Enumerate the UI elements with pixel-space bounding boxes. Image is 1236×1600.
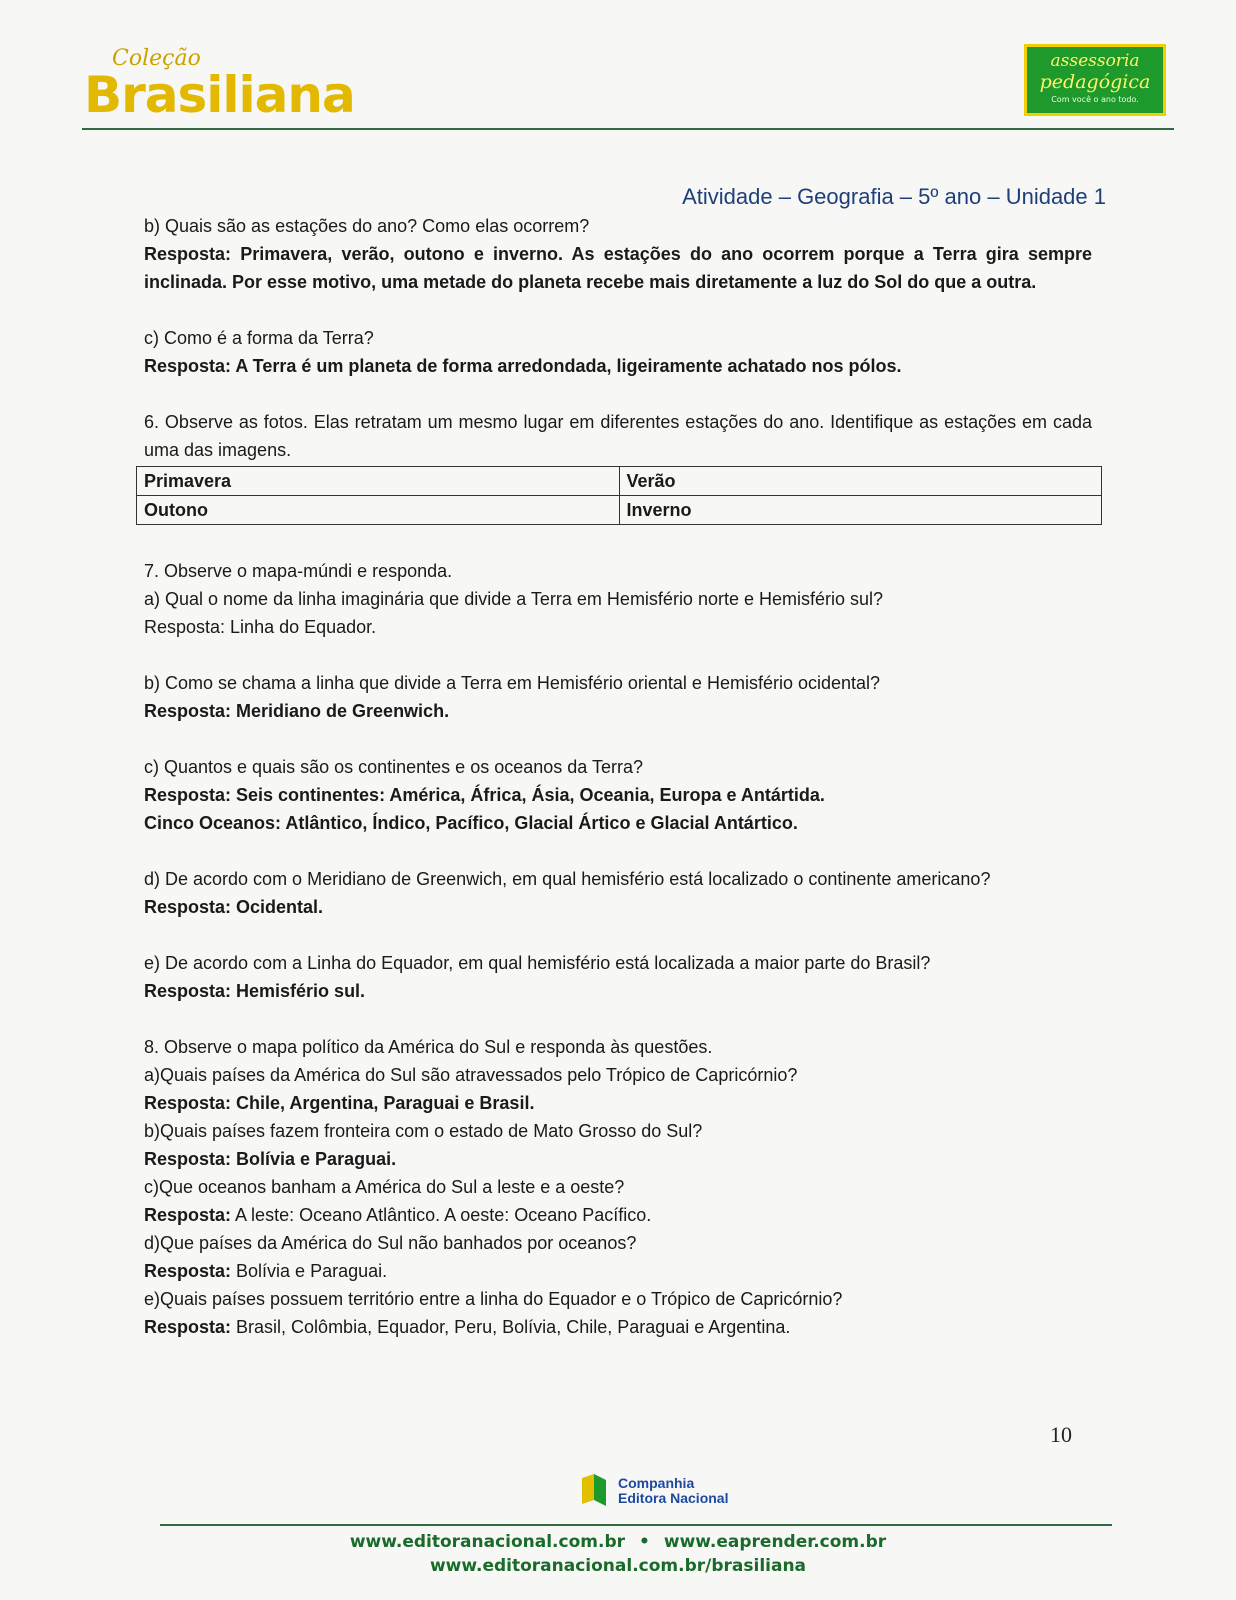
footer-websites xyxy=(0,1532,1236,1552)
q8c-answer xyxy=(144,1201,1092,1229)
q8b-answer: Resposta: Bolívia e Paraguai. xyxy=(144,1149,397,1169)
q7e-answer: Resposta: Hemisfério sul. xyxy=(144,981,366,1001)
site-link-brasiliana[interactable]: www.editoranacional.com.br/brasiliana xyxy=(429,1556,807,1576)
answer-label: Resposta: xyxy=(144,1205,232,1225)
q5b-answer: Resposta: Primavera, verão, outono e inverno. As estações do ano ocorrem porque a Terra gira sempre inclinada. Por esse motivo, uma metade do planeta recebe mais diretamente a luz do Sol do que a outra. xyxy=(144,244,1092,292)
q8c-question: c)Que oceanos banham a América do Sul a leste e a oeste? xyxy=(144,1177,625,1197)
q7d-question: d) De acordo com o Meridiano de Greenwich, em qual hemisfério está localizado o continente americano? xyxy=(144,869,991,889)
q7c-answer-continents: Resposta: Seis continentes: América, África, Ásia, Oceania, Europa e Antártida. xyxy=(144,785,825,805)
q7a-question: a) Qual o nome da linha imaginária que divide a Terra em Hemisfério norte e Hemisfério sul? xyxy=(144,589,884,609)
table-cell: Outono xyxy=(137,496,620,525)
logo-small-text: Coleção xyxy=(112,46,201,71)
q8d-answer xyxy=(144,1257,1092,1285)
badge-line2: pedagógica xyxy=(1039,71,1151,93)
table-cell: Primavera xyxy=(137,467,620,496)
q7c-question: c) Quantos e quais são os continentes e os oceanos da Terra? xyxy=(144,757,643,777)
header-divider xyxy=(82,128,1174,130)
publisher-line1: Companhia xyxy=(618,1475,695,1491)
assessoria-pedagogica-badge xyxy=(1024,44,1166,116)
page-number: 10 xyxy=(1050,1422,1072,1447)
q7e-question: e) De acordo com a Linha do Equador, em qual hemisfério está localizada a maior parte do Brasil? xyxy=(144,953,931,973)
q8a-answer: Resposta: Chile, Argentina, Paraguai e Brasil. xyxy=(144,1093,535,1113)
q7b-answer: Resposta: Meridiano de Greenwich. xyxy=(144,701,450,721)
table-row xyxy=(137,467,1102,496)
separator-dot: • xyxy=(639,1532,650,1552)
publisher-logo-icon xyxy=(580,1474,608,1506)
badge-line1: assessoria xyxy=(1050,51,1140,71)
q7d-answer: Resposta: Ocidental. xyxy=(144,897,324,917)
colecao-brasiliana-logo xyxy=(84,44,355,124)
q8e-question: e)Quais países possuem território entre a linha do Equador e o Trópico de Capricórnio? xyxy=(144,1289,843,1309)
q6-question: 6. Observe as fotos. Elas retratam um mesmo lugar em diferentes estações do ano. Identifique as estações em cada uma das imagens. xyxy=(144,412,1092,460)
table-cell: Inverno xyxy=(619,496,1102,525)
footer-divider xyxy=(160,1524,1112,1526)
activity-title: Atividade – Geografia – 5º ano – Unidade 1 xyxy=(682,184,1106,209)
q8b-question: b)Quais países fazem fronteira com o estado de Mato Grosso do Sul? xyxy=(144,1121,703,1141)
q7b-question: b) Como se chama a linha que divide a Terra em Hemisfério oriental e Hemisfério ocidental? xyxy=(144,673,881,693)
answer-label: Resposta: xyxy=(144,1261,232,1281)
q5c-question: c) Como é a forma da Terra? xyxy=(144,328,374,348)
table-row xyxy=(137,496,1102,525)
q8d-question: d)Que países da América do Sul não banhados por oceanos? xyxy=(144,1233,637,1253)
table-cell: Verão xyxy=(619,467,1102,496)
publisher-name xyxy=(618,1476,758,1506)
answer-text: Brasil, Colômbia, Equador, Peru, Bolívia, Chile, Paraguai e Argentina. xyxy=(231,1317,791,1337)
answer-label: Resposta: xyxy=(144,1317,232,1337)
answer-text: Bolívia e Paraguai. xyxy=(231,1261,388,1281)
seasons-table xyxy=(136,466,1102,525)
q8e-answer xyxy=(144,1313,1092,1341)
q7-intro: 7. Observe o mapa-múndi e responda. xyxy=(144,561,453,581)
answer-text: A leste: Oceano Atlântico. A oeste: Oceano Pacífico. xyxy=(231,1205,652,1225)
badge-tagline: Com você o ano todo. xyxy=(1051,95,1139,104)
q5c-answer: Resposta: A Terra é um planeta de forma arredondada, ligeiramente achatado nos pólos. xyxy=(144,356,902,376)
q7a-answer: Resposta: Linha do Equador. xyxy=(144,617,377,637)
site-link-eaprender[interactable]: www.eaprender.com.br xyxy=(663,1532,887,1552)
logo-large-text: Brasiliana xyxy=(84,66,355,124)
q5b-question: b) Quais são as estações do ano? Como elas ocorrem? xyxy=(144,216,590,236)
q8a-question: a)Quais países da América do Sul são atravessados pelo Trópico de Capricórnio? xyxy=(144,1065,798,1085)
q7c-answer-oceans: Cinco Oceanos: Atlântico, Índico, Pacífico, Glacial Ártico e Glacial Antártico. xyxy=(144,813,798,833)
site-link-editoranacional[interactable]: www.editoranacional.com.br xyxy=(349,1532,625,1552)
q8-intro: 8. Observe o mapa político da América do Sul e responda às questões. xyxy=(144,1037,713,1057)
document-body xyxy=(144,212,1092,1341)
publisher-line2: Editora Nacional xyxy=(618,1490,729,1506)
